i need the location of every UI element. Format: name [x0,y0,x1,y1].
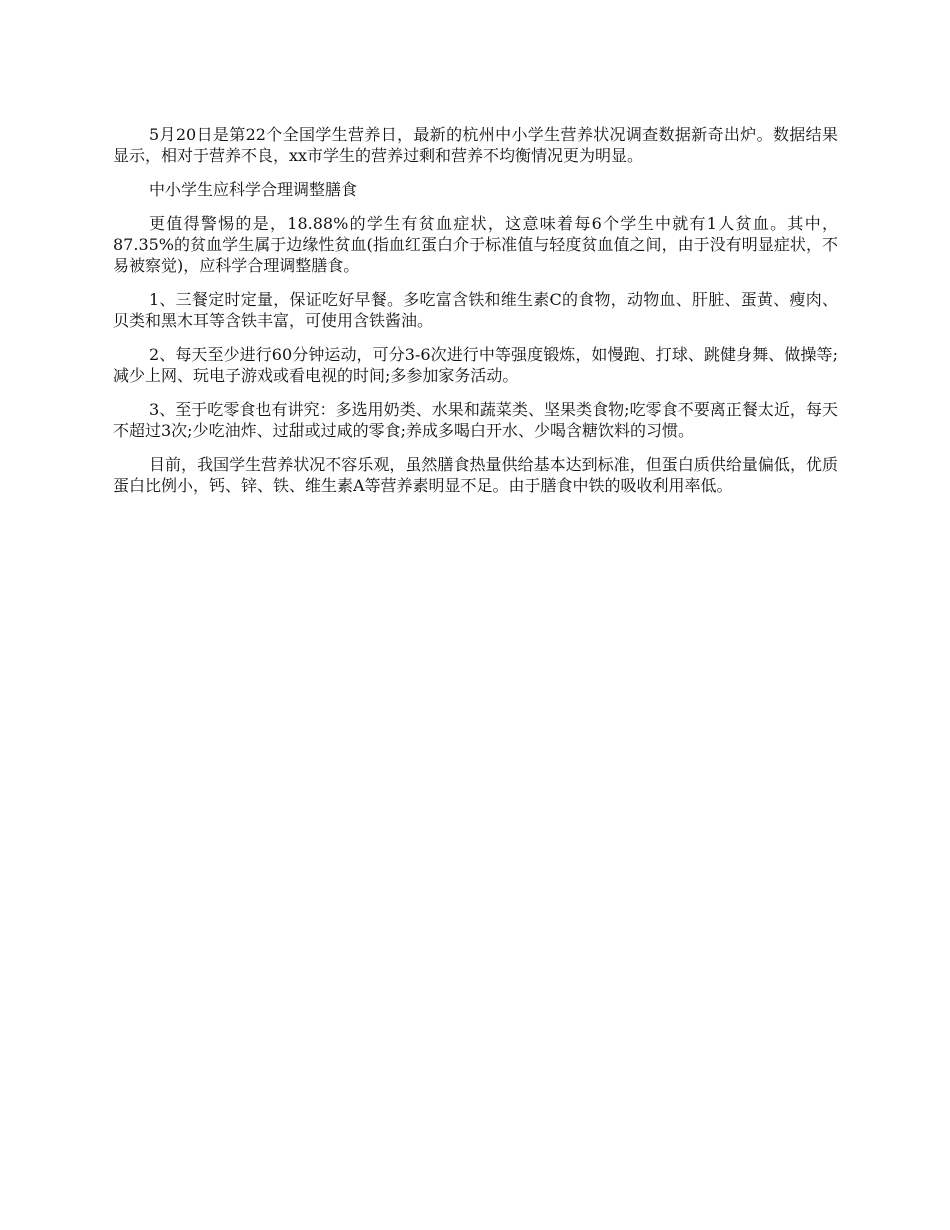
intro-paragraph: 5月20日是第22个全国学生营养日，最新的杭州中小学生营养状况调查数据新奇出炉。数据结果显示，相对于营养不良，xx市学生的营养过剩和营养不均衡情况更为明显。 [113,125,838,165]
tip-1-paragraph: 1、三餐定时定量，保证吃好早餐。多吃富含铁和维生素C的食物，动物血、肝脏、蛋黄、瘦肉、贝类和黑木耳等含铁丰富，可使用含铁酱油。 [113,290,838,330]
conclusion-paragraph: 目前，我国学生营养状况不容乐观，虽然膳食热量供给基本达到标准，但蛋白质供给量偏低，优质蛋白比例小，钙、锌、铁、维生素A等营养素明显不足。由于膳食中铁的吸收利用率低。 [113,455,838,495]
tip-2-paragraph: 2、每天至少进行60分钟运动，可分3-6次进行中等强度锻炼，如慢跑、打球、跳健身舞、做操等;减少上网、玩电子游戏或看电视的时间;多参加家务活动。 [113,345,838,385]
document-body [113,124,838,509]
section-heading: 中小学生应科学合理调整膳食 [149,180,358,199]
tip-3-paragraph: 3、至于吃零食也有讲究：多选用奶类、水果和蔬菜类、坚果类食物;吃零食不要离正餐太近，每天不超过3次;少吃油炸、过甜或过咸的零食;养成多喝白开水、少喝含糖饮料的习惯。 [113,400,838,440]
anemia-paragraph: 更值得警惕的是，18.88%的学生有贫血症状，这意味着每6个学生中就有1人贫血。其中，87.35%的贫血学生属于边缘性贫血(指血红蛋白介于标准值与轻度贫血值之间，由于没有明显症状，不易被察觉)，应科学合理调整膳食。 [113,214,838,275]
